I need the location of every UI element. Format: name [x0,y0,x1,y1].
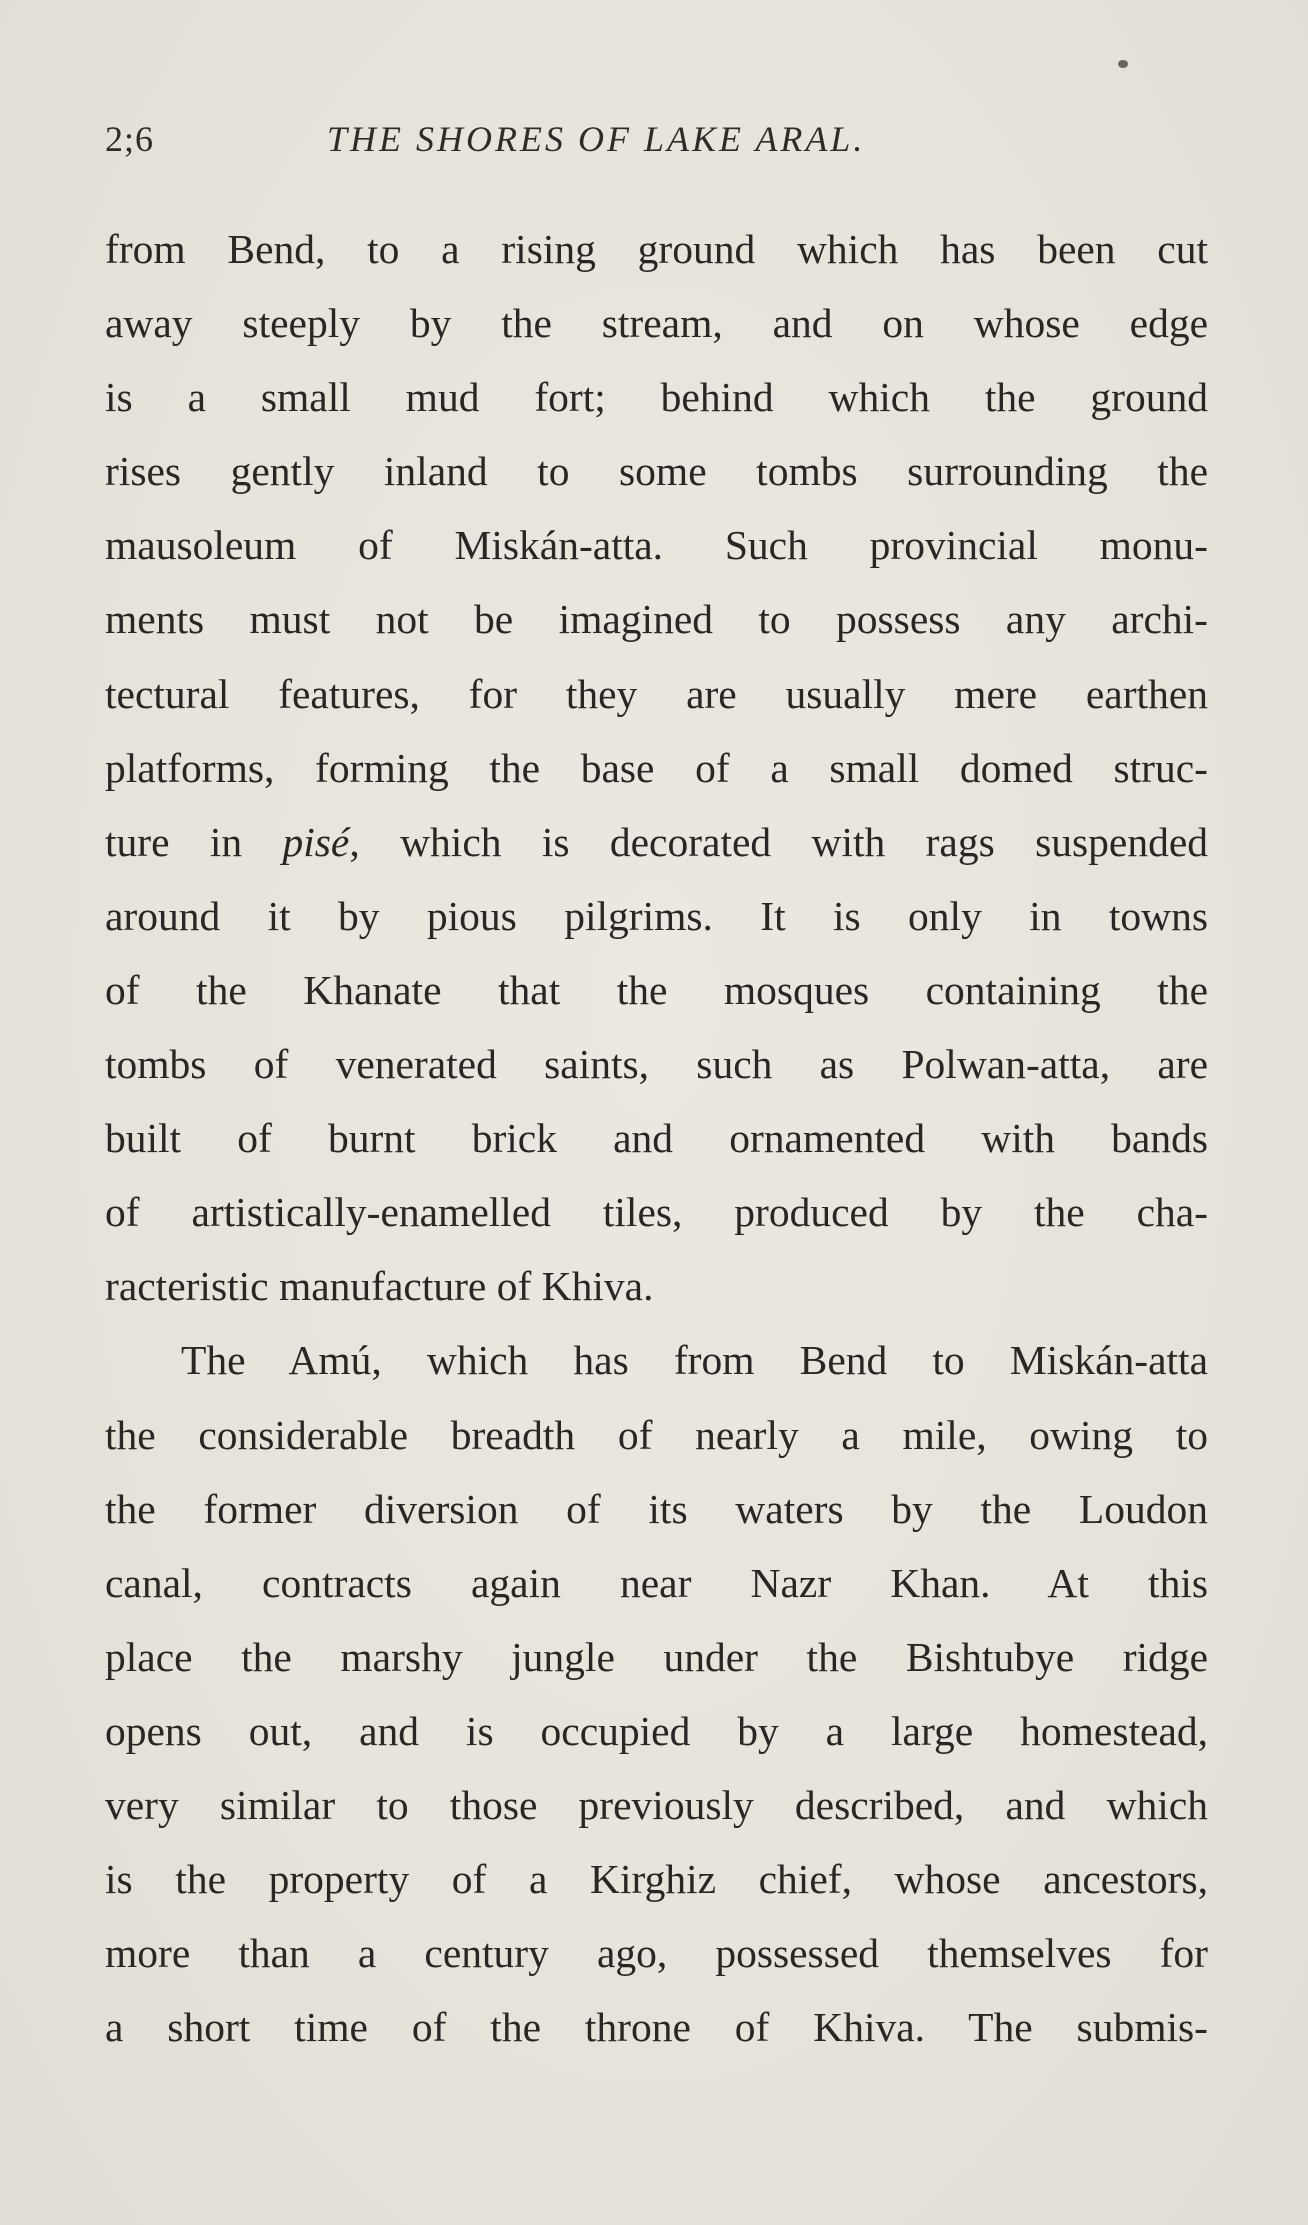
text-line: built of burnt brick and ornamented with bands [105,1115,1208,1162]
text-line: a short time of the throne of Khiva. The submis- [105,2004,1208,2051]
text-line: platforms, forming the base of a small domed struc- [105,744,1208,791]
text-line: canal, contracts again near Nazr Khan. At this [105,1559,1208,1606]
text-line: mausoleum of Miskán-atta. Such provincial monu- [105,522,1208,569]
italic-word-pise: pisé [282,818,350,865]
body-text [105,212,1208,2064]
text-line: is a small mud fort; behind which the ground [105,374,1208,421]
text-line: around it by pious pilgrims. It is only in towns [105,892,1208,939]
text-line: ments must not be imagined to possess any archi- [105,596,1208,643]
text-line: of artistically-enamelled tiles, produced by the cha- [105,1189,1208,1236]
text-line: rises gently inland to some tombs surrounding the [105,448,1208,495]
text-line: place the marshy jungle under the Bishtubye ridge [105,1633,1208,1680]
page-number: 2;6 [105,119,155,159]
running-title: THE SHORES OF LAKE ARAL. [327,119,866,159]
text-line: tombs of venerated saints, such as Polwan-atta, are [105,1041,1208,1088]
text-line: from Bend, to a rising ground which has been cut [105,226,1208,272]
ink-speck [1118,60,1128,68]
running-head [105,118,1205,168]
line-text-before: ture in [105,818,283,865]
text-line: the considerable breadth of nearly a mile, owing to [105,1411,1208,1458]
text-line: of the Khanate that the mosques containing the [105,966,1208,1013]
paragraph-end-line: racteristic manufacture of Khiva. [105,1263,654,1310]
text-line: is the property of a Kirghiz chief, whose ancestors, [105,1856,1208,1903]
text-line: very similar to those previously described, and which [105,1781,1208,1828]
line-text-after: , which is decorated with rags suspended [349,818,1208,865]
text-line: opens out, and is occupied by a large homestead, [105,1707,1208,1754]
paragraph-start-line: The Amú, which has from Bend to Miskán-atta [181,1337,1208,1384]
text-line-with-italic [105,805,1208,879]
text-line: the former diversion of its waters by the Loudon [105,1485,1208,1532]
text-line: away steeply by the stream, and on whose edge [105,300,1208,347]
text-line: more than a century ago, possessed themselves for [105,1930,1208,1977]
text-line: tectural features, for they are usually mere earthen [105,670,1208,717]
